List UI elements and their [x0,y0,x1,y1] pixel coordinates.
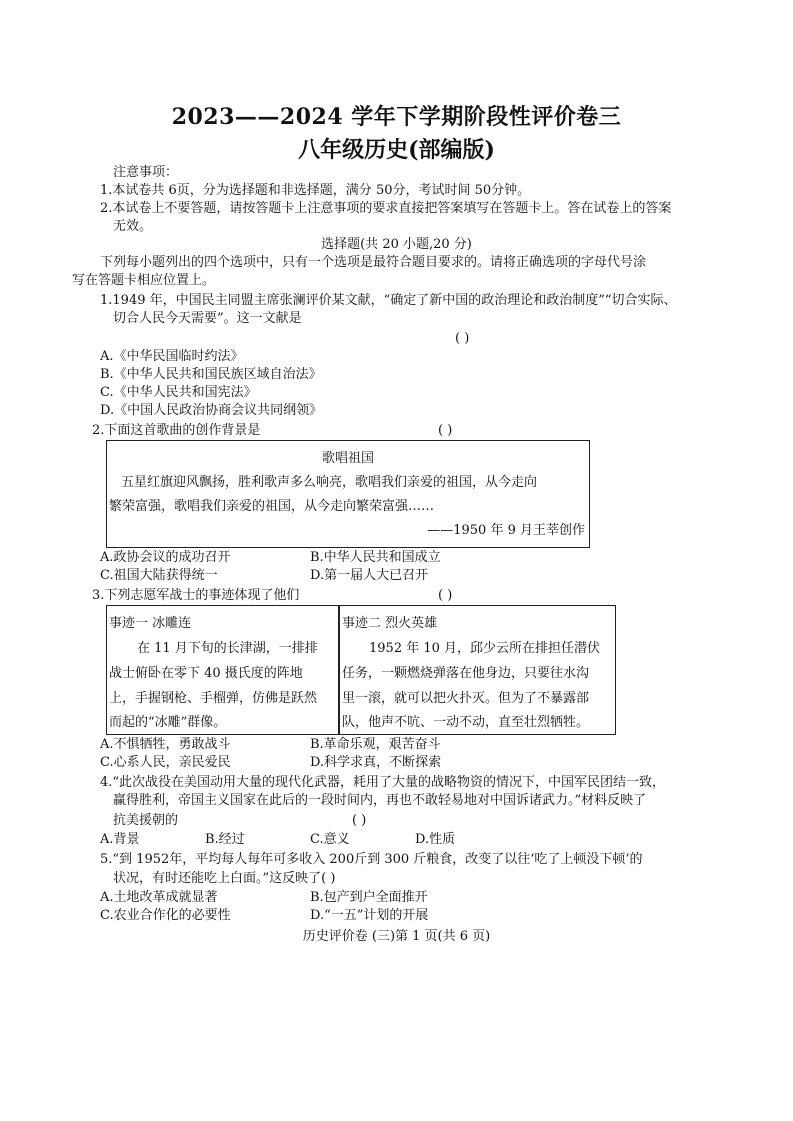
q5-option-c: C.农业合作化的必要性 [100,908,231,923]
song-title: 歌唱祖国 [321,451,374,466]
q4-option-c: C.意义 [310,832,350,847]
q5-stem-line2: 状况，有时还能吃上白面。”这反映了( ) [113,871,336,886]
q3-stem: 3.下列志愿军战士的事迹体现了他们 [92,588,300,603]
section-instruction-line2: 写在答题卡相应位置上。 [72,273,216,288]
q3-story-box-1 [106,605,340,735]
story1-title: 事迹一 冰雕连 [109,616,192,631]
q5-option-a: A.土地改革成就显著 [100,890,218,905]
notice-item-1: 1.本试卷共 6页，分为选择题和非选择题，满分 50分，考试时间 50分钟。 [100,183,531,198]
q4-option-d: D.性质 [415,832,456,847]
story2-line2: 任务，一颗燃烧弹落在他身边，只要往水沟 [342,666,590,681]
q5-option-b: B.包产到户全面推开 [310,890,428,905]
q3-option-d: D.科学求真，不断探索 [310,755,442,770]
q1-stem-line2: 切合人民今天需要”。这一文献是 [113,311,302,326]
q5-stem-line1: 5.“到 1952年，平均每人每年可多收入 200斤到 300 斤粮食，改变了以往‘吃了上顿没下顿’的 [100,852,643,867]
q4-option-b: B.经过 [205,832,245,847]
notice-item-2-line1: 2.本试卷上不要答题，请按答题卡上注意事项的要求直接把答案填写在答题卡上。答在试卷上的答案 [100,201,672,216]
song-lyrics-line2: 繁荣富强，歌唱我们亲爱的祖国，从今走向繁荣富强…… [109,499,435,514]
q2-option-b: B.中华人民共和国成立 [310,550,441,565]
q3-option-b: B.革命乐观，艰苦奋斗 [310,737,441,752]
q2-option-d: D.第一届人大已召开 [310,568,429,583]
q3-answer-bracket: ( ) [438,588,453,603]
story1-line2: 战士俯卧在零下 40 摄氏度的阵地 [109,666,303,681]
q5-option-d: D.“一五”计划的开展 [310,908,429,923]
section-title: 选择题(共 20 小题,20 分) [321,237,472,252]
story1-line3: 上，手握钢枪、手榴弹，仿佛是跃然 [109,691,318,706]
q4-stem-line1: 4.“此次战役在美国动用大量的现代化武器，耗用了大量的战略物资的情况下，中国军民团结一致， [100,775,666,790]
q2-option-a: A.政协会议的成功召开 [100,550,231,565]
q2-option-c: C.祖国大陆获得统一 [100,568,218,583]
q1-answer-bracket: ( ) [455,331,470,346]
q1-option-a: A.《中华民国临时约法》 [100,349,244,364]
song-lyrics-line1: 五星红旗迎风飘扬，胜利歌声多么响亮，歌唱我们亲爱的祖国，从今走向 [121,475,538,490]
story1-line4: 而起的“冰雕”群像。 [109,715,227,730]
q2-song-box [106,440,590,548]
q2-answer-bracket: ( ) [438,423,453,438]
q2-stem: 2.下面这首歌曲的创作背景是 [92,423,261,438]
q4-stem-line2: 赢得胜利，帝国主义国家在此后的一段时间内，再也不敢轻易地对中国诉诸武力。”材料反映了 [113,793,647,808]
section-instruction-line1: 下列每小题列出的四个选项中，只有一个选项是最符合题目要求的。请将正确选项的字母代号涂 [100,255,647,270]
story1-line1: 在 11 月下旬的长津湖，一排排 [137,641,318,656]
q4-answer-bracket: ( ) [352,813,367,828]
q4-option-a: A.背景 [100,832,140,847]
song-source: ——1950 年 9 月王莘创作 [427,523,585,538]
q3-option-c: C.心系人民，亲民爱民 [100,755,231,770]
q1-option-c: C.《中华人民共和国宪法》 [100,385,257,400]
notice-heading: 注意事项： [113,165,179,180]
q3-story-box-2 [338,605,616,735]
story2-line4: 队，他声不吭、一动不动，直至壮烈牺牲。 [342,715,590,730]
q4-stem-line3: 抗美援朝的 [113,813,179,828]
q3-option-a: A.不惧牺牲，勇敢战斗 [100,737,231,752]
story2-line3: 里一滚，就可以把火扑灭。但为了不暴露部 [342,691,590,706]
exam-subtitle: 八年级历史(部编版) [298,137,495,163]
q1-option-b: B.《中华人民共和国民族区域自治法》 [100,367,322,382]
exam-title: 2023——2024 学年下学期阶段性评价卷三 [171,104,622,130]
story2-line1: 1952 年 10 月，邱少云所在排担任潜伏 [369,641,601,656]
story2-title: 事迹二 烈火英雄 [342,616,438,631]
notice-item-2-line2: 无效。 [113,219,153,234]
page-footer: 历史评价卷 (三)第 1 页(共 6 页) [302,929,491,944]
q1-option-d: D.《中国人民政治协商会议共同纲领》 [100,403,323,418]
q1-stem-line1: 1.1949 年，中国民主同盟主席张澜评价某文献，“确定了新中国的政治理论和政治制度”“切合实际、 [100,293,677,308]
